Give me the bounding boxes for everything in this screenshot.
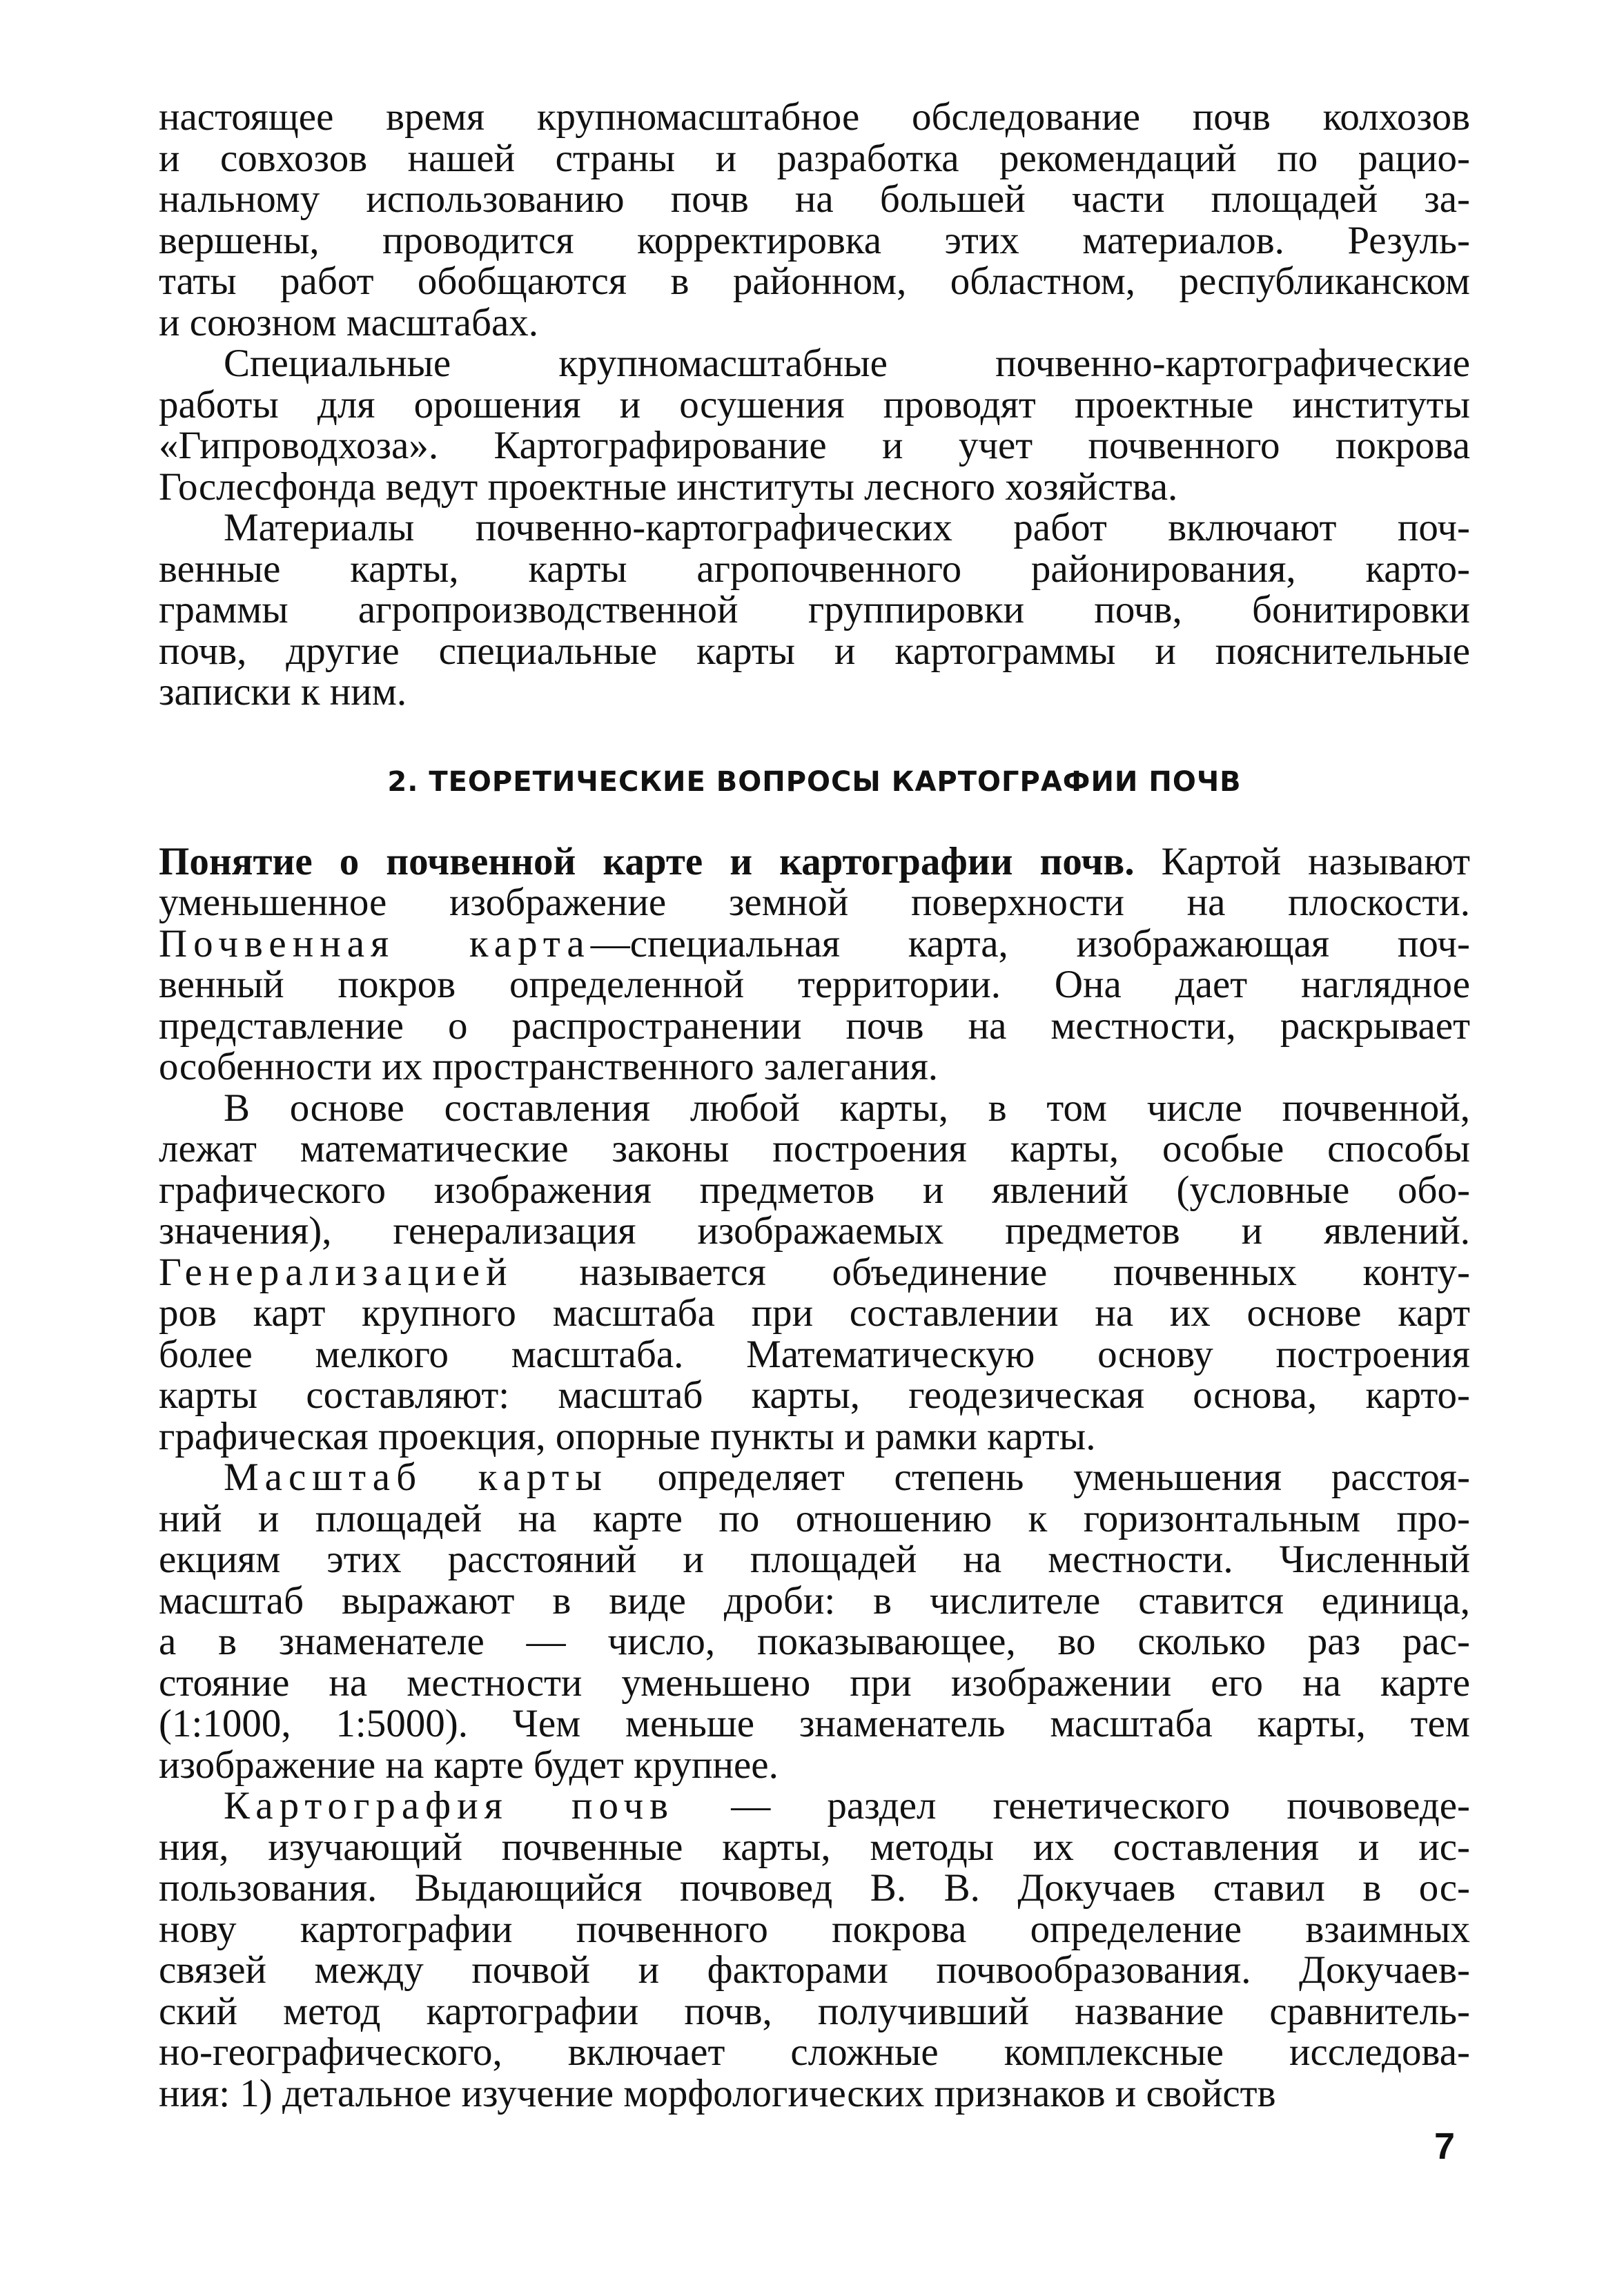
text-line bbox=[159, 923, 1470, 965]
text-line: ния: 1) детальное изучение морфологических признаков и свойств bbox=[159, 2071, 1276, 2115]
text-line: ский метод картографии почв, получивший название сравнитель- bbox=[159, 1989, 1470, 2033]
text-line bbox=[159, 1785, 1470, 1827]
text-fragment: Картой называют bbox=[1161, 839, 1471, 883]
text-line: В основе составления любой карты, в том числе почвенной, bbox=[224, 1086, 1470, 1130]
page-number: 7 bbox=[1434, 2126, 1456, 2167]
spaced-term: Картография почв bbox=[224, 1784, 675, 1828]
text-line: венные карты, карты агропочвенного районирования, карто- bbox=[159, 547, 1470, 591]
text-line: ний и площадей на карте по отношению к горизонтальным про- bbox=[159, 1496, 1470, 1540]
text-line: значения), генерализация изображаемых предметов и явлений. bbox=[159, 1209, 1470, 1253]
page-body bbox=[159, 97, 1470, 2114]
text-line: «Гипроводхоза». Картографирование и учет почвенного покрова bbox=[159, 424, 1470, 467]
text-line: Гослесфонда ведут проектные институты лесного хозяйства. bbox=[159, 464, 1178, 509]
text-line: вершены, проводится корректировка этих материалов. Резуль- bbox=[159, 218, 1470, 262]
text-line: Материалы почвенно-картографических работ включают поч- bbox=[224, 506, 1470, 549]
text-line: масштаб выражают в виде дроби: в числителе ставится единица, bbox=[159, 1578, 1470, 1623]
text-line: и союзном масштабах. bbox=[159, 300, 539, 344]
text-line: представление о распространении почв на местности, раскрывает bbox=[159, 1003, 1470, 1048]
spaced-term: Почвенная карта bbox=[159, 921, 591, 966]
section-heading: 2. ТЕОРЕТИЧЕСКИЕ ВОПРОСЫ КАРТОГРАФИИ ПОЧВ bbox=[387, 765, 1242, 798]
text-fragment: — раздел генетического почвоведе- bbox=[731, 1784, 1471, 1828]
text-line: (1:1000, 1:5000). Чем меньше знаменатель масштаба карты, тем bbox=[159, 1702, 1470, 1745]
text-line: графическая проекция, опорные пункты и рамки карты. bbox=[159, 1414, 1096, 1458]
text-line: карты составляют: масштаб карты, геодезическая основа, карто- bbox=[159, 1373, 1470, 1417]
spaced-term: Масштаб карты bbox=[224, 1456, 608, 1499]
text-line bbox=[159, 1457, 1470, 1498]
text-line: стояние на местности уменьшено при изображении его на карте bbox=[159, 1660, 1470, 1705]
text-line: граммы агропроизводственной группировки почв, бонитировки bbox=[159, 588, 1470, 631]
paragraph-3 bbox=[159, 507, 1470, 713]
text-line: и совхозов нашей страны и разработка рекомендаций по рацио- bbox=[159, 136, 1470, 180]
text-line: записки к ним. bbox=[159, 670, 407, 714]
text-line bbox=[159, 841, 1470, 883]
text-line: но-географического, включает сложные комплексные исследова- bbox=[159, 2030, 1470, 2074]
spaced-term: Генерализацией bbox=[159, 1250, 513, 1294]
text-line bbox=[159, 1252, 1470, 1293]
paragraph-2 bbox=[159, 343, 1470, 507]
paragraph-6 bbox=[159, 1457, 1470, 1785]
text-line: лежат математические законы построения карты, особые способы bbox=[159, 1127, 1470, 1170]
text-fragment: определяет степень уменьшения расстоя- bbox=[657, 1456, 1470, 1499]
text-line: уменьшенное изображение земной поверхности на плоскости. bbox=[159, 881, 1470, 924]
text-line: работы для орошения и осушения проводят проектные институты bbox=[159, 382, 1470, 427]
text-line: особенности их пространственного залегания. bbox=[159, 1045, 939, 1088]
text-line: графического изображения предметов и явлений (условные обо- bbox=[159, 1168, 1470, 1212]
subsection-title: Понятие о почвенной карте и картографии почв. bbox=[159, 839, 1135, 883]
paragraph-1 bbox=[159, 97, 1470, 343]
text-line: пользования. Выдающийся почвовед В. В. Докучаев ставил в ос- bbox=[159, 1866, 1470, 1910]
text-line: почв, другие специальные карты и картограммы и пояснительные bbox=[159, 629, 1470, 673]
paragraph-5 bbox=[159, 1088, 1470, 1458]
text-fragment: называется объединение почвенных конту- bbox=[579, 1250, 1470, 1294]
text-line: настоящее время крупномасштабное обследование почв колхозов bbox=[159, 95, 1470, 139]
text-line: а в знаменателе — число, показывающее, во сколько раз рас- bbox=[159, 1620, 1470, 1663]
text-line: венный покров определенной территории. Она дает наглядное bbox=[159, 963, 1470, 1006]
paragraph-7 bbox=[159, 1785, 1470, 2114]
text-line: нальному использованию почв на большей части площадей за- bbox=[159, 177, 1470, 221]
text-line: связей между почвой и факторами почвообразования. Докучаев- bbox=[159, 1948, 1470, 1992]
text-line: екциям этих расстояний и площадей на местности. Численный bbox=[159, 1538, 1470, 1581]
text-line: нову картографии почвенного покрова определение взаимных bbox=[159, 1907, 1470, 1951]
paragraph-4 bbox=[159, 841, 1470, 1088]
text-line: ния, изучающий почвенные карты, методы их составления и ис- bbox=[159, 1825, 1470, 1869]
text-line: изображение на карте будет крупнее. bbox=[159, 1743, 779, 1787]
text-line: ров карт крупного масштаба при составлении на их основе карт bbox=[159, 1291, 1470, 1335]
text-line: таты работ обобщаются в районном, областном, республиканском bbox=[159, 259, 1470, 303]
text-fragment: —специальная карта, изображающая поч- bbox=[590, 921, 1470, 966]
text-line: более мелкого масштаба. Математическую основу построения bbox=[159, 1332, 1470, 1376]
text-line: Специальные крупномасштабные почвенно-картографические bbox=[224, 342, 1470, 385]
